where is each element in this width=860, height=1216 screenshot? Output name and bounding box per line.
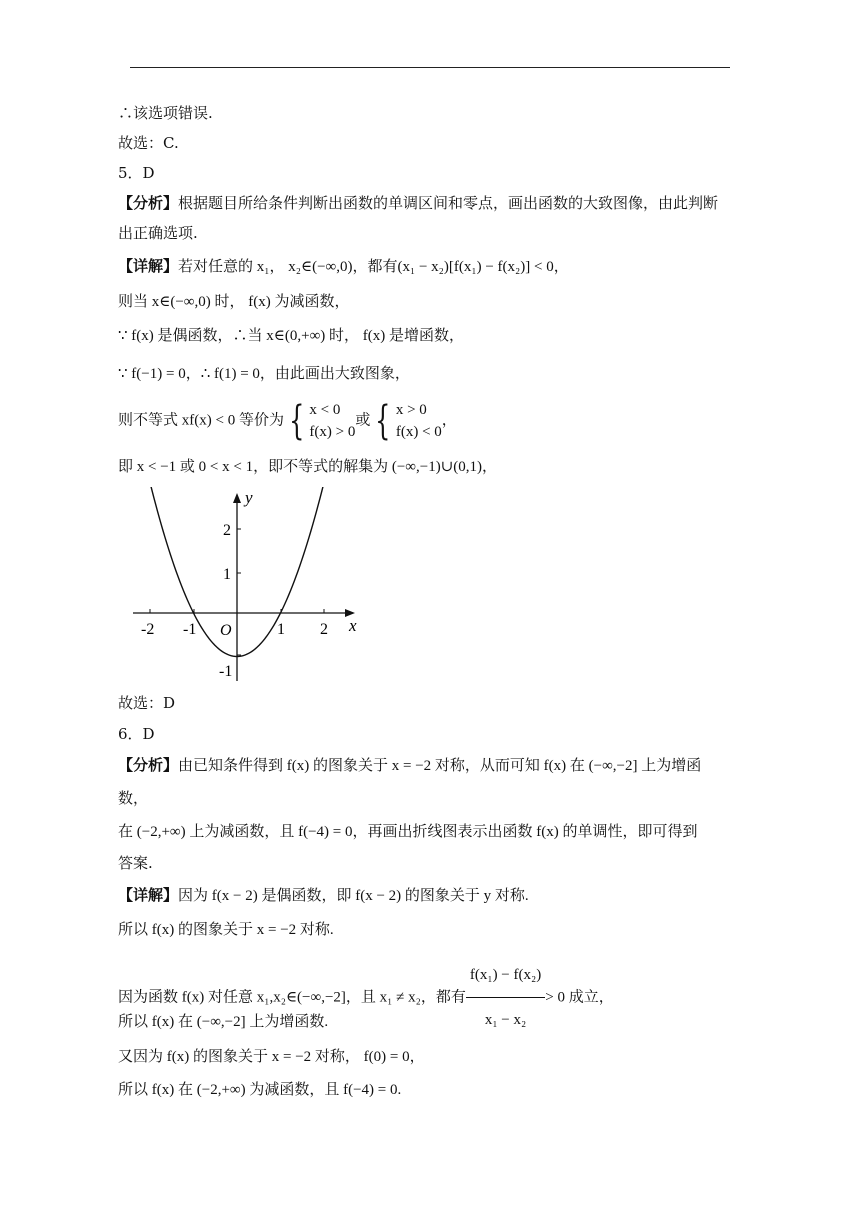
analysis-line [118,193,718,213]
text-line: 所以 f(x) 在 (−2,+∞) 为减函数，且 f(−4) = 0. [118,1082,402,1098]
analysis-tag: 【分析】 [118,194,179,212]
text-line: ∴该选项错误. [118,104,213,122]
text-line: 故选：C. [118,134,179,152]
system-1 [309,399,355,443]
brace-left: { [289,397,305,444]
x-tick-label: 2 [320,621,328,638]
y-axis-label: y [245,488,253,507]
fraction-numerator: f(x₁) − f(x₂) [466,953,545,998]
y-tick-label: -1 [219,663,233,680]
detail-line [118,886,529,906]
system-2-row-1: x > 0 [395,401,427,418]
y-axis-arrow [233,493,241,503]
x-tick-label: -2 [141,621,155,638]
detail-tag: 【详解】 [118,888,179,904]
text-line: 答案. [118,854,153,872]
fraction-prefix: 因为函数 f(x) 对任意 x₁,x₂∈(−∞,−2]，且 x₁ ≠ x₂，都有 [118,989,466,1006]
text-line: ∵ f(−1) = 0，∴ f(1) = 0，由此画出大致图象， [118,366,410,382]
analysis-text: 由已知条件得到 f(x) 的图象关于 x = −2 对称，从而可知 f(x) 在 (−∞,−2] 上为增函 [178,758,702,774]
fraction-denominator: x₁ − x₂ [484,1012,527,1028]
system-1-row-2: f(x) > 0 [309,423,356,440]
fraction [466,953,545,1042]
text-line: 数， [118,789,149,807]
system-2-row-2: f(x) < 0 [395,423,442,440]
detail-tag: 【详解】 [118,257,179,275]
analysis-tag: 【分析】 [118,758,179,774]
brace-left: { [375,397,391,444]
text-line: 即 x < −1 或 0 < x < 1，即不等式的解集为 (−∞,−1)∪(0,1)， [118,459,498,475]
question-number: 6．D [118,725,155,743]
fraction-suffix: > 0 成立， [545,989,614,1006]
text-line: 故选：D [118,694,176,712]
text-line: 所以 f(x) 在 (−∞,−2] 上为增函数. [118,1014,329,1030]
text-line: 所以 f(x) 的图象关于 x = −2 对称. [118,922,334,938]
system-2 [396,399,442,443]
inequality-prefix: 则不等式 xf(x) < 0 等价为 [118,412,284,429]
or-text: 或 [355,412,371,429]
header-rule [130,67,730,68]
text-line: 出正确选项. [118,224,198,242]
inequality-line [118,398,457,446]
detail-line [118,256,569,277]
text-line: 在 (−2,+∞) 上为减函数，且 f(−4) = 0，再画出折线图表示出函数 f(x) 的单调性，即可得到 [118,824,698,840]
x-axis-label: x [349,616,357,635]
detail-text: 若对任意的 x₁， x₂∈(−∞,0)，都有(x₁ − x₂)[f(x₁) − f(x₂)] < 0， [178,259,569,275]
analysis-line [118,756,701,776]
line-end: ， [441,412,457,429]
x-tick-label: 1 [277,621,285,638]
x-tick-label: -1 [183,621,197,638]
detail-text: 因为 f(x − 2) 是偶函数，即 f(x − 2) 的图象关于 y 对称. [178,888,529,904]
text-line: 又因为 f(x) 的图象关于 x = −2 对称， f(0) = 0， [118,1049,425,1065]
origin-label: O [220,622,232,639]
question-number: 5．D [118,164,155,182]
system-1-row-1: x < 0 [309,401,341,418]
parabola-graph [125,487,365,687]
analysis-text: 根据题目所给条件判断出函数的单调区间和零点，画出函数的大致图像，由此判断 [178,194,719,212]
y-tick-label: 2 [223,522,231,539]
text-line: ∵ f(x) 是偶函数，∴当 x∈(0,+∞) 时， f(x) 是增函数， [118,328,465,344]
text-line: 则当 x∈(−∞,0) 时， f(x) 为减函数， [118,294,350,310]
y-tick-label: 1 [223,566,231,583]
